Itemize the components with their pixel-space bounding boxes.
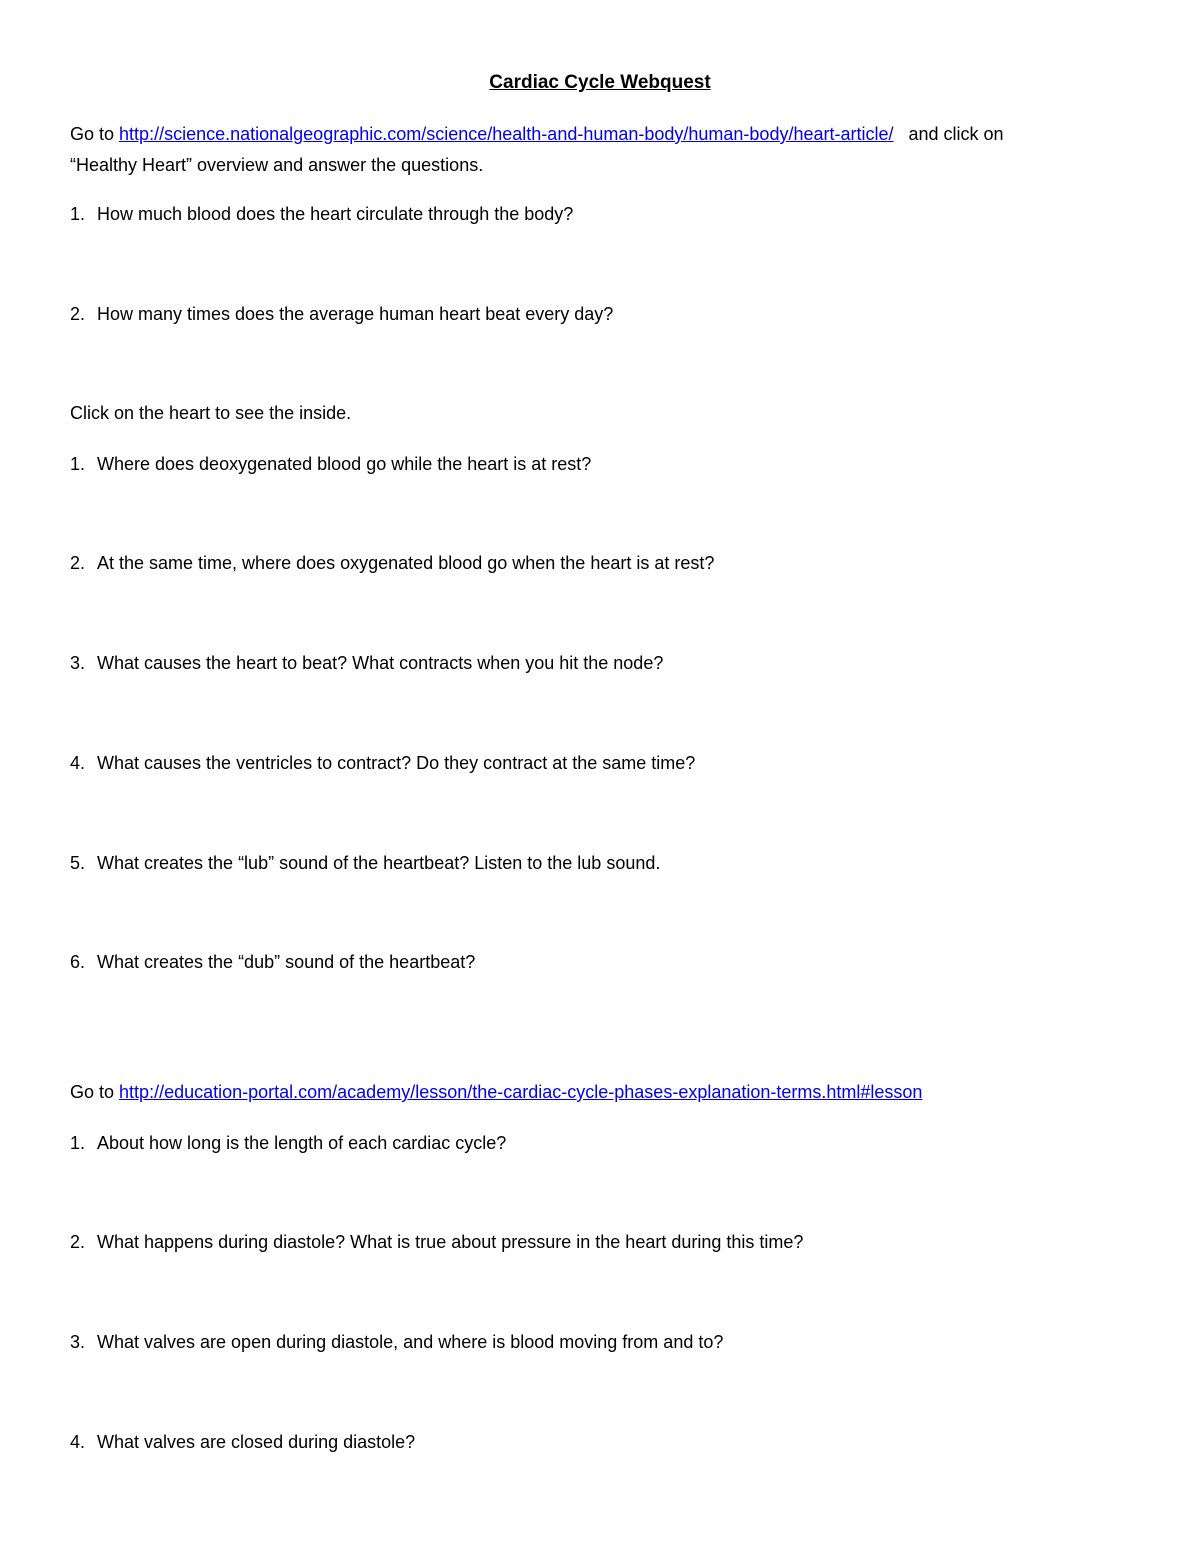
question-item xyxy=(70,651,663,675)
question-number: 2. xyxy=(70,553,86,573)
question-text: What happens during diastole? What is true about pressure in the heart during this time? xyxy=(97,1232,804,1252)
question-text: What causes the heart to beat? What contracts when you hit the node? xyxy=(97,653,664,673)
question-item xyxy=(70,1230,803,1254)
question-number: 3. xyxy=(70,653,86,673)
education-portal-link[interactable]: http://education-portal.com/academy/lesson/the-cardiac-cycle-phases-explanation-terms.html#lesson xyxy=(119,1082,923,1102)
question-item xyxy=(70,1330,723,1354)
section1-intro-line2: “Healthy Heart” overview and answer the questions. xyxy=(70,155,484,175)
question-number: 4. xyxy=(70,1432,86,1452)
question-item xyxy=(70,452,591,476)
question-text: What creates the “lub” sound of the heartbeat? Listen to the lub sound. xyxy=(97,853,661,873)
question-text: What creates the “dub” sound of the heartbeat? xyxy=(97,952,476,972)
question-number: 1. xyxy=(70,454,86,474)
question-text: What causes the ventricles to contract? Do they contract at the same time? xyxy=(97,753,696,773)
question-text: At the same time, where does oxygenated blood go when the heart is at rest? xyxy=(97,553,715,573)
question-item xyxy=(70,1430,415,1454)
question-number: 2. xyxy=(70,304,86,324)
page-title: Cardiac Cycle Webquest xyxy=(489,72,711,93)
section1-intro xyxy=(70,122,1004,146)
question-item xyxy=(70,751,695,775)
question-text: How much blood does the heart circulate through the body? xyxy=(97,204,574,224)
question-item xyxy=(70,851,660,875)
question-item xyxy=(70,302,613,326)
section3-intro xyxy=(70,1080,922,1104)
section1-intro-suffix: and click on xyxy=(908,124,1004,144)
question-item xyxy=(70,1131,506,1155)
question-text: What valves are closed during diastole? xyxy=(97,1432,416,1452)
question-number: 2. xyxy=(70,1232,86,1252)
question-text: Where does deoxygenated blood go while the heart is at rest? xyxy=(97,454,592,474)
section1-intro-prefix: Go to xyxy=(70,124,115,144)
section3-intro-prefix: Go to xyxy=(70,1082,115,1102)
question-text: About how long is the length of each cardiac cycle? xyxy=(97,1133,507,1153)
question-number: 1. xyxy=(70,204,86,224)
question-item xyxy=(70,950,475,974)
section2-intro: Click on the heart to see the inside. xyxy=(70,403,352,423)
question-item xyxy=(70,202,573,226)
question-number: 1. xyxy=(70,1133,86,1153)
question-item xyxy=(70,551,714,575)
question-text: How many times does the average human heart beat every day? xyxy=(97,304,614,324)
question-number: 4. xyxy=(70,753,86,773)
question-number: 6. xyxy=(70,952,86,972)
question-number: 3. xyxy=(70,1332,86,1352)
question-text: What valves are open during diastole, and where is blood moving from and to? xyxy=(97,1332,724,1352)
question-number: 5. xyxy=(70,853,86,873)
natgeo-link[interactable]: http://science.nationalgeographic.com/science/health-and-human-body/human-body/heart-article/ xyxy=(119,124,894,144)
